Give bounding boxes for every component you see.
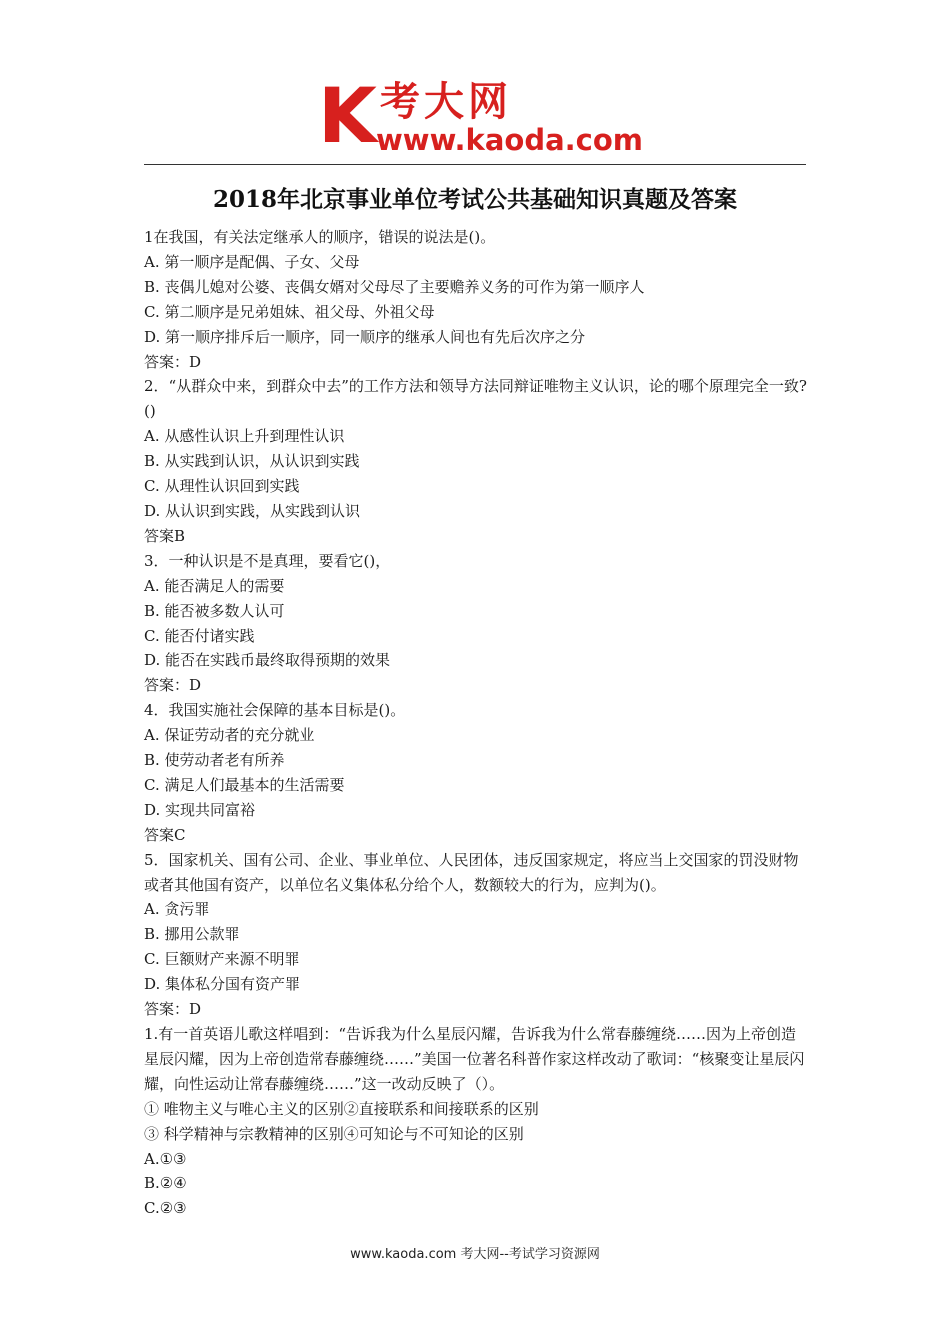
- logo-chinese-name: 考大网: [380, 79, 512, 125]
- text-line: 4．我国实施社会保障的基本目标是()。: [144, 701, 406, 720]
- text-line: A. 从感性认识上升到理性认识: [144, 427, 345, 446]
- text-line: C. 能否付诸实践: [144, 626, 255, 645]
- text-line: D. 集体私分国有资产罪: [144, 975, 301, 994]
- text-line: B. 使劳动者老有所养: [144, 751, 285, 770]
- text-line: C.②③: [144, 1199, 187, 1218]
- answer-line: 答案：D: [144, 676, 202, 695]
- text-line: 1.有一首英语儿歌这样唱到：“告诉我为什么星辰闪耀，告诉我为什么常春藤缠绕……因为上帝创造星辰闪耀，因为上帝创造常春藤缠绕……”美国一位著名科普作家这样改动了歌词：“核聚变让星辰闪耀，向性运动让常春藤缠绕……”这一改动反映了（）。: [144, 1025, 805, 1093]
- logo-k-mark: K: [318, 71, 373, 160]
- text-line: B.②④: [144, 1174, 187, 1193]
- text-line: A. 保证劳动者的充分就业: [144, 726, 315, 745]
- text-line: D. 第一顺序排斥后一顺序，同一顺序的继承人间也有先后次序之分: [144, 327, 586, 346]
- text-line: A. 贪污罪: [144, 900, 210, 919]
- text-line: B. 能否被多数人认可: [144, 601, 285, 620]
- answer-line: 答案：D: [144, 352, 202, 371]
- logo-url: www.kaoda.com: [376, 123, 643, 157]
- text-line: ① 唯物主义与唯心主义的区别②直接联系和间接联系的区别: [144, 1099, 539, 1118]
- text-line: 3．一种认识是不是真理，要看它()，: [144, 551, 391, 570]
- answer-line: 答案：D: [144, 1000, 202, 1019]
- answer-line: 答案C: [144, 825, 186, 844]
- text-line: D. 能否在实践币最终取得预期的效果: [144, 651, 391, 670]
- text-line: D. 实现共同富裕: [144, 800, 256, 819]
- text-line: B. 从实践到认识，从认识到实践: [144, 452, 360, 471]
- page-footer: www.kaoda.com 考大网--考试学习资源网: [350, 1247, 600, 1262]
- text-line: C. 从理性认识回到实践: [144, 477, 300, 496]
- document-title: 2018年北京事业单位考试公共基础知识真题及答案: [212, 186, 737, 213]
- text-line: C. 满足人们最基本的生活需要: [144, 775, 345, 794]
- text-line: ③ 科学精神与宗教精神的区别④可知论与不可知论的区别: [144, 1124, 524, 1143]
- text-line: D. 从认识到实践，从实践到认识: [144, 501, 361, 520]
- text-line: A.①③: [144, 1149, 187, 1168]
- header-divider: [144, 164, 806, 165]
- text-line: A. 能否满足人的需要: [144, 576, 285, 595]
- text-line: 2．“从群众中来，到群众中去”的工作方法和领导方法同辩证唯物主义认识，论的哪个原理完全一致?(): [144, 377, 807, 421]
- question-body: [144, 225, 808, 1221]
- answer-line: 答案B: [144, 526, 186, 545]
- text-line: B. 挪用公款罪: [144, 925, 240, 944]
- text-line: C. 巨额财产来源不明罪: [144, 950, 300, 969]
- text-line: 5．国家机关、国有公司、企业、事业单位、人民团体，违反国家规定，将应当上交国家的罚没财物或者其他国有资产，以单位名义集体私分给个人，数额较大的行为，应判为()。: [144, 850, 799, 894]
- text-line: 1在我国，有关法定继承人的顺序，错误的说法是()。: [144, 228, 496, 246]
- text-line: A. 第一顺序是配偶、子女、父母: [144, 252, 360, 271]
- text-line: B. 丧偶儿媳对公婆、丧偶女婿对父母尽了主要赡养义务的可作为第一顺序人: [144, 277, 645, 296]
- text-line: C. 第二顺序是兄弟姐妹、祖父母、外祖父母: [144, 302, 435, 321]
- kaoda-logo: [318, 71, 643, 160]
